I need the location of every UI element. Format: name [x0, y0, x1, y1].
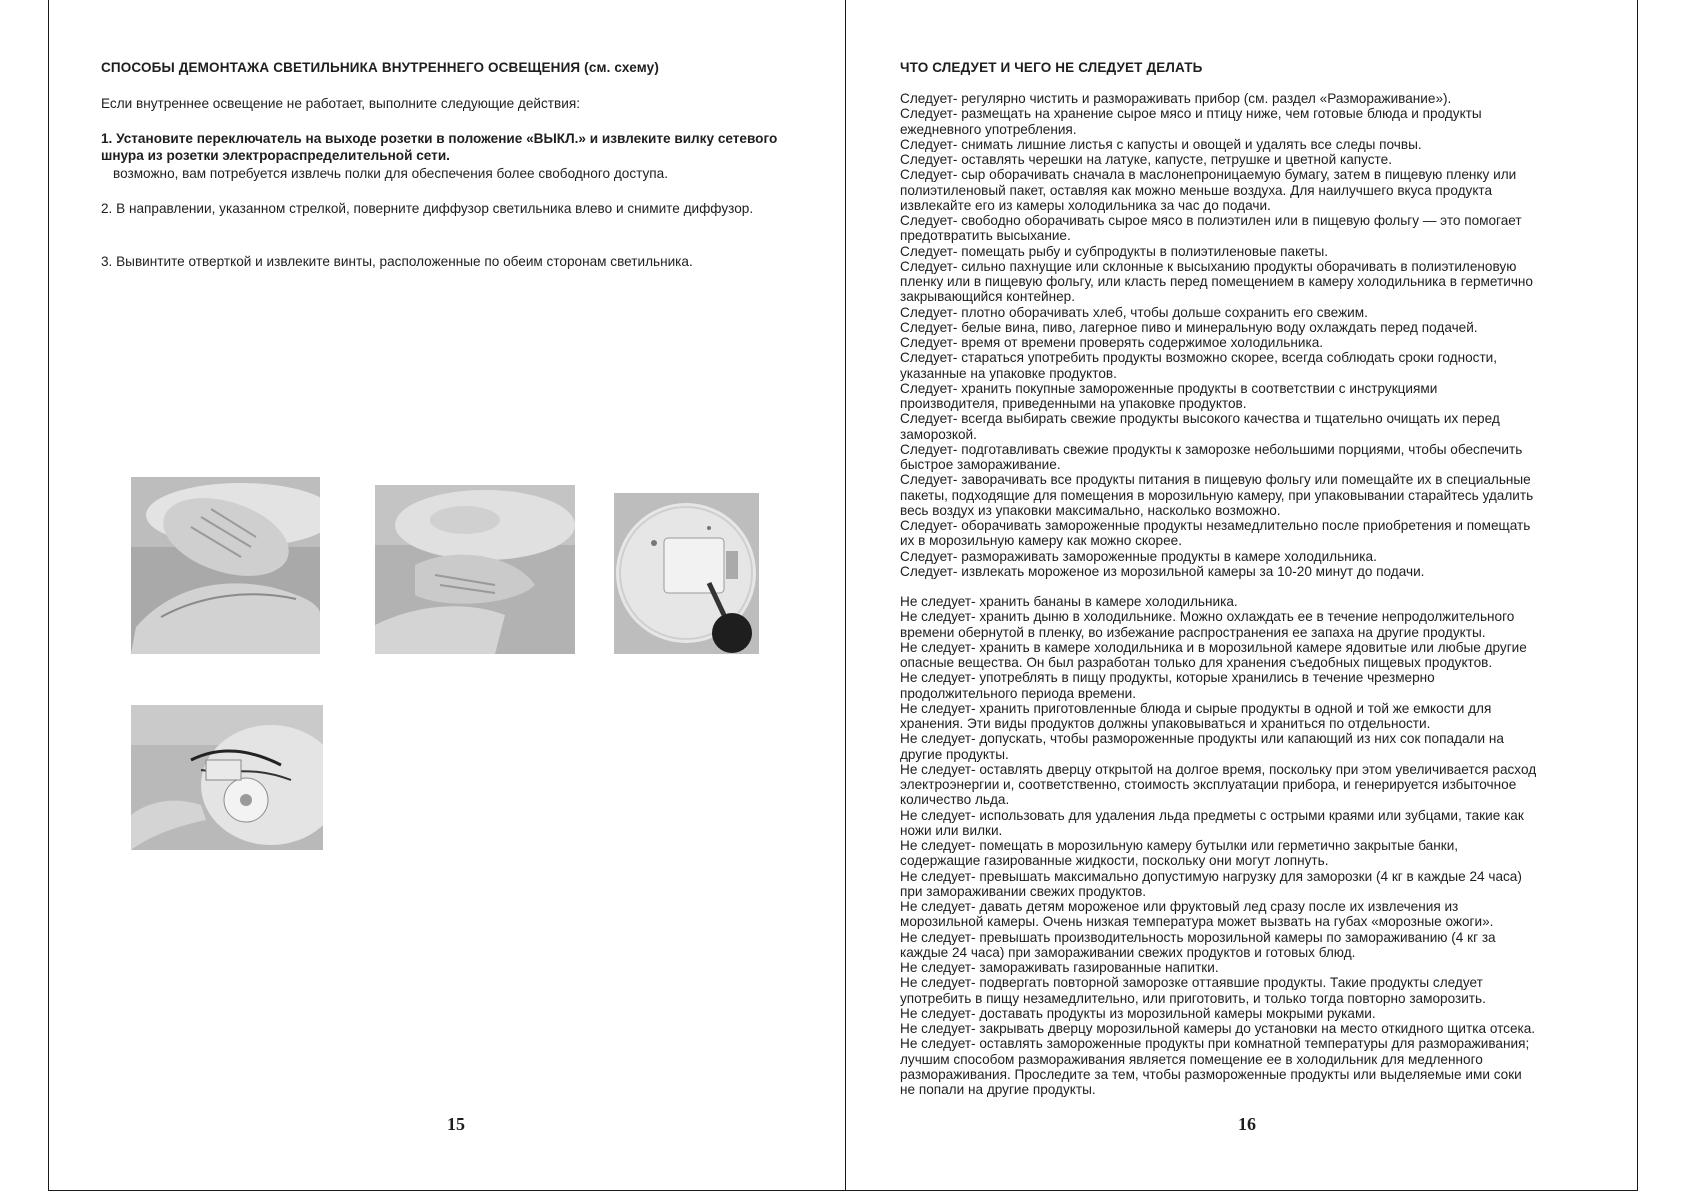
dont-line: размораживания. Проследите за тем, чтобы размороженные продукты или выделяемые ими соки	[900, 1066, 1522, 1082]
do-line: их в морозильную камеру как можно скорее.	[900, 533, 1182, 549]
do-line: Следует- размещать на хранение сырое мясо и птицу ниже, чем готовые блюда и продукты	[900, 106, 1482, 122]
do-line: пакеты, подходящие для помещения в морозильную камеру, при упаковывании старайтесь удалить	[900, 487, 1534, 503]
do-line: Следует- оборачивать замороженные продукты незамедлительно после приобретения и помещать	[900, 518, 1531, 533]
do-line: Следует- всегда выбирать свежие продукты высокого качества и тщательно очищать их перед	[900, 411, 1500, 427]
do-line: Следует- подготавливать свежие продукты к заморозке небольшими порциями, чтобы обеспечить	[900, 441, 1523, 457]
photo-screw-removal	[614, 493, 759, 654]
do-line: Следует- помещать рыбу и субпродукты в полиэтиленовые пакеты.	[900, 243, 1329, 259]
dont-line: Не следует- закрывать дверцу морозильной камеры до установки на место откидного щитка отсека.	[900, 1021, 1536, 1036]
do-line: указанные на упаковке продуктов.	[900, 365, 1117, 381]
do-line: полиэтиленовый пакет, оставляя как можно меньше воздуха. Для наилучшего вкуса продукта	[900, 182, 1493, 198]
dont-line: электроэнергии и, соответственно, стоимость эксплуатации прибора, и генерируется избыточное	[900, 777, 1517, 792]
do-line: производителя, приведенными на упаковке продуктов.	[900, 396, 1247, 411]
dont-line: времени обернутой в пленку, во избежание распространения ее запаха на другие продукты.	[900, 624, 1486, 640]
photo-lamp-internals	[131, 705, 323, 850]
do-line: Следует- сыр оборачивать сначала в маслонепроницаемую бумагу, затем в пищевую пленку или	[900, 167, 1517, 183]
do-line: извлекайте его из камеры холодильника за час до подачи.	[900, 197, 1271, 213]
do-line: Следует- сильно пахнущие или склонные к высыханию продукты оборачивать в полиэтиленовую	[900, 258, 1517, 274]
left-page	[49, 0, 844, 1191]
dont-line: Не следует- хранить бананы в камере холодильника.	[900, 594, 1238, 609]
dont-line: ножи или вилки.	[900, 822, 1003, 838]
do-line: Следует- регулярно чистить и размораживать прибор (см. раздел «Размораживание»).	[900, 91, 1452, 106]
step-1-text: 1. Установите переключатель на выходе розетки в положение «ВЫКЛ.» и извлеките вилку сетевого шнура из розетки электрораспределительной сети.	[101, 131, 778, 164]
dont-line: Не следует- использовать для удаления льда предметы с острыми краями или зубцами, такие как	[900, 807, 1524, 823]
do-line: Следует- извлекать мороженое из морозильной камеры за 10-20 минут до подачи.	[900, 563, 1425, 579]
dont-line: хранения. Эти виды продуктов должны упаковываться и храниться по отдельности.	[900, 716, 1431, 731]
do-line: предотвратить высыхание.	[900, 228, 1071, 244]
do-line: Следует- заворачивать все продукты питания в пищевую фольгу или помещайте их в специальные	[900, 472, 1531, 488]
list-gap	[900, 579, 1620, 594]
do-line: Следует- свободно оборачивать сырое мясо в полиэтилен или в пищевую фольгу — это помогает	[900, 213, 1522, 228]
page-number-left: 15	[447, 1114, 465, 1134]
dont-line: Не следует- оставлять замороженные продукты при комнатной температуры для размораживания;	[900, 1036, 1530, 1052]
step-2-text: 2. В направлении, указанном стрелкой, поверните диффузор светильника влево и снимите диффузор.	[101, 201, 754, 216]
dont-line: Не следует- превышать максимально допустимую нагрузку для заморозки (4 кг в каждые 24 часа)	[900, 868, 1522, 884]
do-line: пленку или в пищевую фольгу, или класть перед помещением в камеру холодильника в герметично	[900, 274, 1533, 289]
do-line: Следует- плотно оборачивать хлеб, чтобы дольше сохранить его свежим.	[900, 304, 1368, 320]
dont-line: не попали на другие продукты.	[900, 1082, 1096, 1097]
do-line: заморозкой.	[900, 426, 977, 442]
do-line: весь воздух из упаковки максимально, насколько возможно.	[900, 502, 1281, 518]
dont-line: другие продукты.	[900, 746, 1009, 762]
do-line: ежедневного употребления.	[900, 121, 1077, 137]
photo-diffuser-removal	[131, 477, 320, 654]
dont-line: лучшим способом размораживания является помещение ее в холодильник для медленного	[900, 1051, 1483, 1067]
dont-line: продолжительного периода времени.	[900, 685, 1136, 701]
do-line: Следует- хранить покупные замороженные продукты в соответствии с инструкциями	[900, 380, 1438, 396]
dont-line: Не следует- замораживать газированные напитки.	[900, 960, 1219, 975]
do-line: Следует- стараться употребить продукты возможно скорее, всегда соблюдать сроки годности,	[900, 350, 1498, 366]
dont-line: Не следует- оставлять дверцу открытой на долгое время, поскольку при этом увеличивается расход	[900, 761, 1537, 777]
dont-line: Не следует- помещать в морозильную камеру бутылки или герметично закрытые банки,	[900, 838, 1459, 853]
do-line: Следует- снимать лишние листья с капусты и овощей и удалять все следы почвы.	[900, 136, 1422, 152]
do-line: Следует- время от времени проверять содержимое холодильника.	[900, 335, 1324, 350]
step-1-note: возможно, вам потребуется извлечь полки для обеспечения более свободного доступа.	[113, 166, 668, 181]
dont-line: количество льда.	[900, 792, 1010, 808]
intro-text: Если внутреннее освещение не работает, выполните следующие действия:	[101, 96, 580, 111]
photo-diffuser-turning	[375, 485, 575, 654]
dont-line: Не следует- хранить в камере холодильника и в морозильной камере ядовитые или любые другие	[900, 639, 1527, 655]
do-line: закрывающийся контейнер.	[900, 289, 1075, 305]
dont-line: Не следует- превышать производительность морозильной камеры по замораживанию (4 кг за	[900, 929, 1496, 945]
dont-line: Не следует- употреблять в пищу продукты, которые хранились в течение чрезмерно	[900, 670, 1435, 686]
do-line: Следует- оставлять черешки на латуке, капусте, петрушке и цветной капусте.	[900, 152, 1392, 167]
do-and-dont-list	[900, 91, 1620, 1097]
do-line: быстрое замораживание.	[900, 457, 1061, 472]
dont-list	[900, 594, 1620, 1097]
dont-line: Не следует- хранить приготовленные блюда и сырые продукты в одной и той же емкости для	[900, 700, 1492, 716]
right-page-title: ЧТО СЛЕДУЕТ И ЧЕГО НЕ СЛЕДУЕТ ДЕЛАТЬ	[900, 60, 1203, 75]
dont-line: Не следует- допускать, чтобы размороженные продукты или капающий из них сок попадали на	[900, 731, 1504, 747]
left-page-title: СПОСОБЫ ДЕМОНТАЖА СВЕТИЛЬНИКА ВНУТРЕННЕГО ОСВЕЩЕНИЯ (см. схему)	[101, 60, 659, 75]
do-line: Следует- белые вина, пиво, лагерное пиво и минеральную воду охлаждать перед подачей.	[900, 319, 1478, 335]
dont-line: опасные вещества. Он был разработан только для хранения съедобных пищевых продуктов.	[900, 655, 1493, 670]
center-fold-line	[845, 0, 846, 1191]
dont-line: содержащие газированные жидкости, поскольку они могут лопнуть.	[900, 853, 1329, 869]
step-3-text: 3. Вывинтите отверткой и извлеките винты, расположенные по обеим сторонам светильника.	[101, 254, 693, 269]
dont-line: каждые 24 часа) при замораживании свежих продуктов и готовых блюд.	[900, 944, 1356, 960]
dont-line: при замораживании свежих продуктов.	[900, 883, 1147, 899]
do-list	[900, 91, 1620, 579]
do-line: Следует- размораживать замороженные продукты в камере холодильника.	[900, 548, 1377, 564]
dont-line: морозильной камеры. Очень низкая температура может вызвать на губах «морозные ожоги».	[900, 914, 1494, 930]
dont-line: употребить в пищу незамедлительно, или приготовить, и только тогда повторно заморозить.	[900, 990, 1486, 1006]
dont-line: Не следует- доставать продукты из морозильной камеры мокрыми руками.	[900, 1005, 1376, 1021]
dont-line: Не следует- давать детям мороженое или фруктовый лед сразу после их извлечения из	[900, 899, 1459, 914]
dont-line: Не следует- подвергать повторной заморозке оттаявшие продукты. Такие продукты следует	[900, 975, 1483, 991]
page-number-right: 16	[1238, 1114, 1256, 1134]
dont-line: Не следует- хранить дыню в холодильнике. Можно охлаждать ее в течение непродолжительного	[900, 609, 1515, 625]
right-page	[848, 0, 1638, 1191]
